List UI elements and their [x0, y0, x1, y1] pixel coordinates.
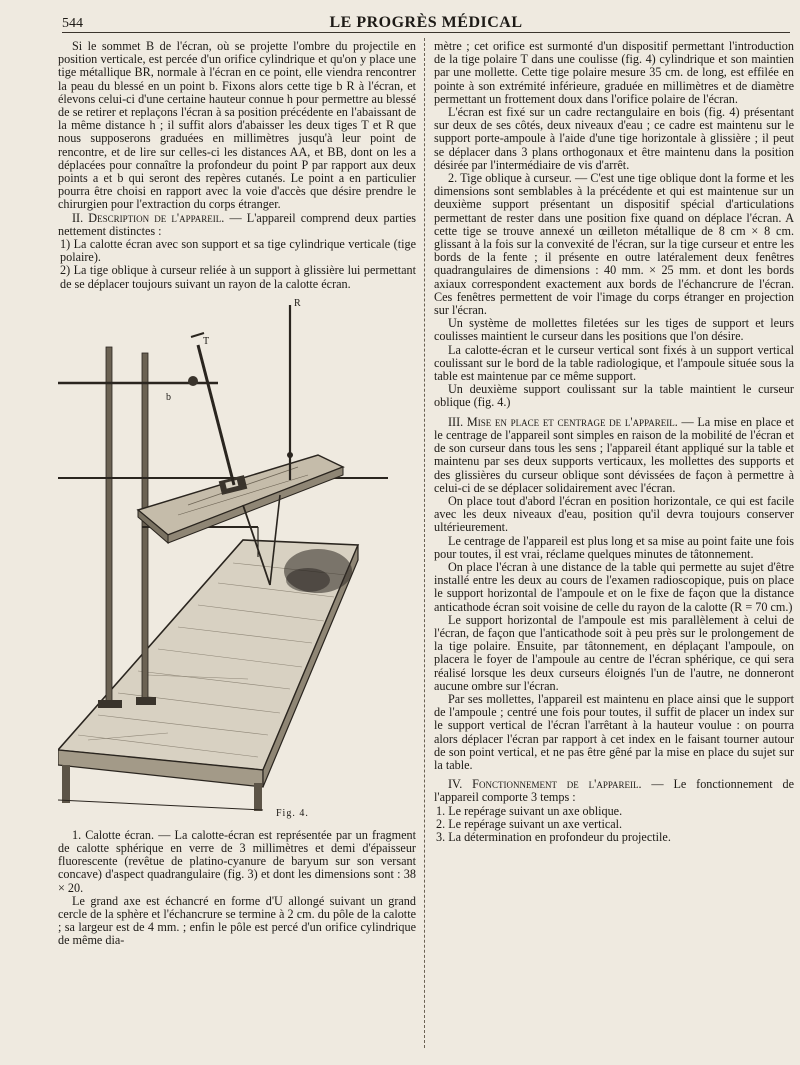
section-title: II. Description de l'appareil.	[72, 210, 225, 225]
section-intro: — Le fonctionnement de l'appareil comporte 3 temps :	[434, 777, 794, 805]
apparatus-engraving	[58, 295, 416, 827]
label-r: R	[294, 297, 301, 309]
paragraph: Le centrage de l'appareil est plus long et sa mise au point faite une fois pour toutes, il est vrai, réclame quelques minutes de tâtonnement.	[434, 533, 794, 561]
right-column	[434, 40, 794, 844]
section-title: III. Mise en place et centrage de l'appareil.	[448, 414, 678, 429]
left-column	[58, 40, 416, 948]
list-item: 3. La détermination en profondeur du projectile.	[436, 829, 671, 844]
section-heading	[434, 778, 794, 804]
paragraph: Un deuxième support coulissant sur la table maintient le curseur oblique (fig. 4.)	[434, 382, 794, 410]
list-item: 2. Le repérage suivant un axe vertical.	[436, 816, 623, 831]
paragraph: Le support horizontal de l'ampoule est mis parallèlement à celui de l'écran, de façon que l'anticathode soit à peu près sur le prolongement de la tige polaire. Ensuite, par tâtonnement, en déplaçant l'ampoule, on placera le foyer de l'ampoule au centre de l'écran sphérique, ce qui sera réalisé lorsque les deux curseurs éloignés l'un de l'autre, ne donneront aucune ombre sur l'écran.	[434, 612, 794, 693]
paragraph: L'écran est fixé sur un cadre rectangulaire en bois (fig. 4) présentant sur deux de ses côtés, deux niveaux d'eau ; ce cadre est maintenu sur le support porte-ampoule à l'aide d'une tige horizontale à glissière ; il peut se déplacer dans 3 plans orthogonaux et être maintenu dans la position désirée par l'intermédiaire de vis d'arrêt.	[434, 105, 794, 172]
figure-caption: Fig. 4.	[276, 807, 309, 819]
paragraph: Par ses mollettes, l'appareil est maintenu en place ainsi que le support de l'ampoule ; centré une fois pour toutes, il suffit de placer un index sur le support vertical de l'écran l'arrêtant à la hauteur voulue : on pourra alors déplacer l'écran par rapport à cet index en le faisant tourner autour de son point vertical, et ne pas être gêné par la mise en place du sujet sur la table.	[434, 691, 794, 772]
section-heading	[58, 212, 416, 238]
paragraph: 2. Tige oblique à curseur. — C'est une tige oblique dont la forme et les dimensions sont semblables à la précédente et qui est maintenue sur un deuxième support présentant un dispositif spécial d'articulations permettant de rester dans une position fixe quand on déplace l'écran. A cette tige se trouve annexé un œilleton métallique de 8 cm × 8 cm. glissant à la fois sur la convexité de l'écran, sur la tige curseur et entre les bords de la fente ; il présente en outre latéralement deux fenêtres quadrangulaires de dimensions : 40 mm. × 25 mm. et dont les bords axiaux correspondent exactement aux bords de l'échancrure de l'écran. Ces fenêtres permettent de voir l'image du corps étranger en projection sur l'écran.	[434, 171, 794, 318]
paragraph: La calotte-écran et le curseur vertical sont fixés à un support vertical coulissant sur le bord de la table radiologique, et l'ampoule située sous la table est maintenue par ce même support.	[434, 342, 794, 384]
section-intro: — La mise en place et le centrage de l'appareil sont simples en raison de la mobilité de l'écran et de son curseur dans tous les sens ; l'appareil étant appliqué sur la table et maintenu par ses deux supports verticaux, les mollettes des supports et des glissières du curseur oblique sont dévissées de façon à permettre à celui-ci de se déplacer solidairement avec l'écran.	[434, 414, 794, 495]
section-intro: — L'appareil comprend deux parties nettement distinctes :	[58, 210, 416, 238]
section-heading	[434, 416, 794, 495]
running-head: LE PROGRÈS MÉDICAL	[329, 14, 523, 31]
paragraph: Le grand axe est échancré en forme d'U allongé suivant un grand cercle de la sphère et l'échancrure se termine à 2 cm. du pôle de la calotte ; sa largeur est de 4 mm. ; enfin le pôle est percé d'un orifice cylindrique de même dia-	[58, 893, 416, 948]
paragraph: Si le sommet B de l'écran, où se projette l'ombre du projectile en position verticale, est percée d'un orifice cylindrique et qu'on y place une tige métallique BR, normale à l'écran en ce point, elle viendra rencontrer la peau du blessé en un point b. Fixons alors cette tige b R à l'écran, et élevons celui-ci d'une certaine hauteur connue h pour permettre au blessé de se retirer et replaçons l'écran à sa position précédente en l'abaissant de la même distance h ; il suffit alors d'abaisser les deux tiges T et R que nous supposerons graduées en millimètres jusqu'à leur point de rencontre, et de lire sur celles-ci les distances AA, et BB, dont on les a déplacées pour connaître la profondeur du point P par rapport aux deux points a et b qui seront des repères cutanés. Le point a en particulier pourra être choisi en rapport avec la voie d'accès que désire prendre le chirurgien pour l'extraction du corps étranger.	[58, 39, 416, 212]
paragraph: 1. Calotte écran. — La calotte-écran est représentée par un fragment de calotte sphérique en verre de 3 millimètres et demi d'épaisseur fluorescente (revêtue de platino-cyanure de baryum sur son versant concave) d'aspect quadrangulaire (fig. 3) et dont les dimensions sont : 38 × 20.	[58, 827, 416, 895]
column-divider	[424, 38, 425, 1048]
list-item: 1) La calotte écran avec son support et sa tige cylindrique verticale (tige polaire).	[60, 237, 416, 265]
label-b: b	[166, 391, 171, 403]
list-item: 2) La tige oblique à curseur reliée à un support à glissière lui permettant de se déplacer toujours suivant un rayon de la calotte écran.	[60, 263, 416, 291]
apparatus-figure	[58, 295, 416, 827]
page-number: 544	[62, 16, 83, 31]
page-header	[62, 8, 790, 33]
paragraph: On place tout d'abord l'écran en position horizontale, ce qui est facile avec les deux niveaux d'eau, position qu'il devra toujours conserver ultérieurement.	[434, 493, 794, 535]
paragraph: Un système de mollettes filetées sur les tiges de support et leurs coulisses maintient le curseur dans les positions que l'on désire.	[434, 316, 794, 344]
paragraph: mètre ; cet orifice est surmonté d'un dispositif permettant l'introduction de la tige polaire T dans une coulisse (fig. 4) cylindrique et son maintien par une mollette. Cette tige polaire mesure 35 cm. de long, est effilée en pointe à son extrémité inférieure, graduée en millimètres et de diamètre permettant un frottement doux dans l'orifice polaire de l'écran.	[434, 39, 794, 106]
section-title: IV. Fonctionnement de l'appareil.	[448, 777, 642, 792]
paragraph: On place l'écran à une distance de la table qui permette au sujet d'être installé entre les deux au cours de l'examen radioscopique, puis on place le support horizontal de l'ampoule et on le fixe de façon que la distance anticathode écran soit voisine de celle du rayon de la calotte (R = 70 cm.)	[434, 559, 794, 614]
label-t: T	[203, 335, 210, 347]
list-item: 1. Le repérage suivant un axe oblique.	[436, 803, 623, 818]
